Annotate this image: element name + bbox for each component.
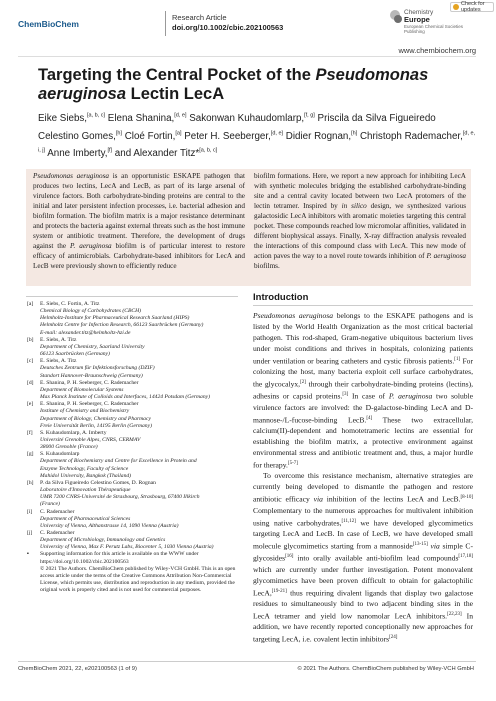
affiliation-item bbox=[27, 566, 237, 595]
affiliation-line: Department of Biochemistry and Centre for Excellence in Protein and bbox=[40, 458, 197, 465]
affiliation-line: E. Shanina, P. H. Seeberger, C. Rademacher bbox=[40, 379, 139, 386]
affiliation-key: [f] bbox=[27, 429, 33, 436]
footer-copyright: © 2021 The Authors. ChemBioChem published by Wiley-VCH GmbH bbox=[297, 666, 474, 672]
affiliation-line: Helmholtz-Institute for Pharmaceutical Research Saarland (HIPS) bbox=[40, 315, 190, 322]
affiliation-text bbox=[40, 551, 237, 565]
affiliation-line: Department of Microbiology, Immunology and Genetics bbox=[40, 537, 166, 544]
affiliation-text bbox=[40, 358, 237, 379]
introduction-paragraph-2: To overcome this resistance mechanism, alternative strategies are currently being developed to dismantle the pathogen and restore antibiotic efficacy via inhibition of the lectins LecA and LecB.[8-10] Complementary to the numerous approaches for multivalent inhibition using native carbohydrates,[11,12] we have developed glycomimetics targeting LecA and LecB. In case of LecB, we have developed small molecule glycomimetics starting from a mannoside[13-15] via simple C-glycosides[16] into orally available anti-biofilm lead compounds[17,18] which are currently under further investigation. Potent monovalent glycomimetics have been proven difficult to obtain for galactophilic LecA,[19-21] thus requiring divalent ligands that display two galactose residues to simultaneously bind to two adjacent binding sites in the LecA tetramer and yield low nanomolar LecA inhibitors.[22,23] In addition, we have recently reported conceptionally new approaches for targeting LecA, i.e. covalent lectin inhibitors[24] bbox=[253, 471, 474, 644]
affiliation-text bbox=[40, 451, 237, 480]
affiliation-line: Department of Pharmaceutical Sciences bbox=[40, 515, 131, 522]
affiliation-line: © 2021 The Authors. ChemBioChem published by Wiley-VCH GmbH. This is an open access article under the terms of the Creative Commons Attribution Non-Commercial License, which permits use, distribution and reproduction in any medium, provided the original work is properly cited and is not used for commercial purposes. bbox=[40, 565, 236, 594]
affiliation-item bbox=[27, 380, 237, 401]
header-divider bbox=[165, 11, 166, 36]
affiliation-line: Helmholtz Centre for Infection Research, 66123 Saarbrücken (Germany) bbox=[40, 322, 204, 329]
affiliation-item bbox=[27, 301, 237, 337]
affiliation-line: S. Kuhaudomlarp bbox=[40, 451, 80, 458]
introduction-heading: Introduction bbox=[253, 292, 309, 303]
affiliations-rule bbox=[26, 296, 238, 297]
article-title: Targeting the Central Pocket of the Pseudomonas aeruginosa Lectin LecA bbox=[38, 66, 429, 103]
affiliation-text bbox=[40, 530, 237, 551]
affiliation-item bbox=[27, 401, 237, 430]
affiliation-item bbox=[27, 358, 237, 379]
crossmark-icon bbox=[453, 4, 459, 10]
affiliation-line: Chemical Biology of Carbohydrates (CBCH) bbox=[40, 308, 141, 315]
affiliation-text bbox=[40, 301, 237, 337]
affiliation-item bbox=[27, 551, 237, 565]
affiliation-key: [e] bbox=[27, 401, 34, 408]
header-rule bbox=[18, 56, 476, 57]
journal-name: ChemBioChem bbox=[18, 19, 79, 29]
affiliation-line: C. Rademacher bbox=[40, 508, 75, 515]
affiliation-line: E. Shanina, P. H. Seeberger, C. Rademacher bbox=[40, 401, 139, 408]
affiliation-key: ▪ bbox=[27, 551, 29, 558]
affiliation-text bbox=[40, 566, 237, 595]
affiliation-text bbox=[40, 480, 237, 509]
affiliation-key: [a] bbox=[27, 301, 34, 307]
logo-chemistry-text: Chemistry bbox=[404, 9, 434, 16]
affiliation-line: S. Kuhaudomlarp, A. Imberty bbox=[40, 429, 107, 436]
abstract-box bbox=[26, 169, 471, 286]
affiliation-line: Department of Biology, Chemistry and Pharmacy bbox=[40, 415, 151, 422]
affiliation-line: E. Siebs, C. Fortin, A. Titz bbox=[40, 301, 100, 307]
check-for-updates-label: Check for updates bbox=[461, 1, 485, 13]
affiliation-item bbox=[27, 451, 237, 480]
affiliation-text bbox=[40, 401, 237, 430]
affiliation-item bbox=[27, 530, 237, 551]
affiliation-line: (France) bbox=[40, 501, 60, 508]
affiliation-line: Université Grenoble Alpes, CNRS, CERMAV bbox=[40, 436, 141, 443]
affiliation-key: [d] bbox=[27, 379, 34, 386]
affiliation-line: University of Vienna, Althanstrasse 14, 1090 Vienna (Austria) bbox=[40, 522, 179, 529]
introduction-paragraph-1: Pseudomonas aeruginosa belongs to the ESKAPE pathogens and is listed by the World Health Organization as the most critical bacterial pathogen. This rod-shaped, Gram-negative ubiquitous bacterium lives under moist conditions and thrives in hospitals, colonizing patients under ventilation or bearing catheters and cystic fibrosis patients.[1] For colonizing the host, many bacteria exploit cell surface carbohydrates, the glycocalyx,[2] through their carbohydrate-binding proteins (lectins), adhesins or capsid proteins.[3] In case of P. aeruginosa two soluble virulence factors are involved: the D-galactose-binding LecA and D-mannose-/L-fucose-binding LecB.[4] These two extracellular, calcium(II)-dependent and homotetrameric lectins are essential for establishing the biofilm matrix, a protective environment against environmental stress and antibiotic treatment and, thus, a major hurdle for therapy.[5-7] bbox=[253, 311, 474, 470]
affiliation-key: [j] bbox=[27, 530, 33, 536]
affiliation-item bbox=[27, 509, 237, 530]
affiliation-line: E-mail: alexander.titz@helmholtz-hzi.de bbox=[40, 329, 131, 336]
affiliation-line: UMR 7200 CNRS-Université de Strasbourg, Strasbourg, 67400 Illkirch bbox=[40, 494, 200, 501]
affiliation-item bbox=[27, 337, 237, 358]
affiliation-line: Mahidol University, Bangkok (Thailand) bbox=[40, 472, 132, 479]
affiliation-line: 66123 Saarbrücken (Germany) bbox=[40, 351, 110, 358]
affiliation-line: P. da Silva Figueiredo Celestino Gomes, D. Rognan bbox=[40, 479, 156, 486]
introduction-body bbox=[253, 311, 473, 646]
affiliation-key: [c] bbox=[27, 358, 34, 365]
footer-rule bbox=[18, 661, 476, 662]
affiliation-line: C. Rademacher bbox=[40, 530, 75, 536]
abstract-right-column: biofilm formations. Here, we report a new approach for inhibiting LecA with synthetic molecules bridging the established carbohydrate-binding site and a central cavity located between two LecA protomers of the lectin tetramer. Inspired by in silico design, we synthesized various galactosidic LecA inhibitors with aromatic moieties targeting this central pocket. These compounds reached low micromolar affinities, validated in different biophysical assays. Finally, X-ray diffraction analysis revealed the interactions of this compound class with LecA. This new mode of action paves the way to a novel route towards inhibition of P. aeruginosa biofilms. bbox=[254, 172, 467, 270]
affiliation-key: [g] bbox=[27, 451, 34, 458]
affiliation-line: Max Planck Institute of Colloids and Interfaces, 14424 Potsdam (Germany) bbox=[40, 394, 210, 401]
affiliation-key bbox=[27, 566, 40, 595]
affiliation-line: Department of Chemistry, Saarland University bbox=[40, 343, 145, 350]
logo-subtitle: European Chemical Societies Publishing bbox=[404, 24, 464, 34]
affiliation-line: Freie Universität Berlin, 14195 Berlin (Germany) bbox=[40, 422, 152, 429]
footer-citation: ChemBioChem 2021, 22, e202100563 (1 of 9) bbox=[18, 666, 137, 672]
affiliation-item bbox=[27, 430, 237, 451]
affiliation-line: Deutsches Zentrum für Infektionsforschung (DZIF) bbox=[40, 365, 155, 372]
affiliation-text bbox=[40, 509, 237, 530]
affiliation-text bbox=[40, 430, 237, 451]
author-list: Eike Siebs,[a, b, c] Elena Shanina,[d, e] Sakonwan Kuhaudomlarp,[f, g] Priscila da Silva Figueiredo Celestino Gomes,[h] Cloé Fortin,[a] Peter H. Seeberger,[d, e] Didier Rognan,[h] Christoph Rademacher,[d, e, i, j] Anne Imberty,[f] and Alexander Titz*[a, b, c] bbox=[38, 113, 476, 159]
logo-europe-text: Europe bbox=[404, 15, 430, 24]
affiliation-line: E. Siebs, A. Titz bbox=[40, 358, 77, 365]
journal-website[interactable]: www.chembiochem.org bbox=[398, 46, 476, 55]
affiliation-line: Supporting information for this article is available on the WWW under https://doi.org/10.1002/cbic.202100563 bbox=[40, 551, 199, 565]
affiliations bbox=[27, 301, 237, 594]
affiliation-line: Institute of Chemistry and Biochemistry bbox=[40, 408, 130, 415]
affiliation-text bbox=[40, 380, 237, 401]
introduction-rule bbox=[253, 305, 473, 306]
affiliation-key: [b] bbox=[27, 336, 34, 343]
affiliation-text bbox=[40, 337, 237, 358]
affiliation-line: 38000 Grenoble (France) bbox=[40, 444, 98, 451]
affiliation-item bbox=[27, 480, 237, 509]
check-for-updates-button[interactable] bbox=[450, 2, 494, 12]
affiliation-line: Enzyme Technology, Faculty of Science bbox=[40, 465, 129, 472]
affiliation-line: E. Siebs, A. Titz bbox=[40, 336, 77, 343]
affiliation-line: Department of Biomolecular Systems bbox=[40, 386, 124, 393]
affiliation-key: [i] bbox=[27, 508, 33, 515]
abstract-left-column: Pseudomonas aeruginosa is an opportunistic ESKAPE pathogen that produces two lectins, LecA and LecB, as part of its large arsenal of virulence factors. Both carbohydrate-binding proteins are central to the initial and later persistent infection processes, i.e. bacterial adhesion and biofilm formation. The biofilm matrix is a major resistance determinant and protects the bacteria against external threats such as the host immune system or antibiotic treatment. Therefore, the development of drugs against the P. aeruginosa biofilm is of particular interest to restore efficacy of antimicrobials. Carbohydrate-based inhibitors for LecA and LecB were previously shown to efficiently reduce bbox=[33, 172, 246, 270]
affiliation-line: University of Vienna, Max F. Perutz Labs, Biocenter 5, 1030 Vienna (Austria) bbox=[40, 544, 214, 551]
article-type: Research Article bbox=[172, 13, 227, 22]
affiliation-line: Laboratoire d'Innovation Thérapeutique bbox=[40, 487, 131, 494]
doi-link[interactable]: doi.org/10.1002/cbic.202100563 bbox=[172, 23, 284, 32]
affiliation-key: [h] bbox=[27, 479, 34, 486]
affiliation-line: Standort Hannover-Braunschweig (Germany) bbox=[40, 372, 143, 379]
